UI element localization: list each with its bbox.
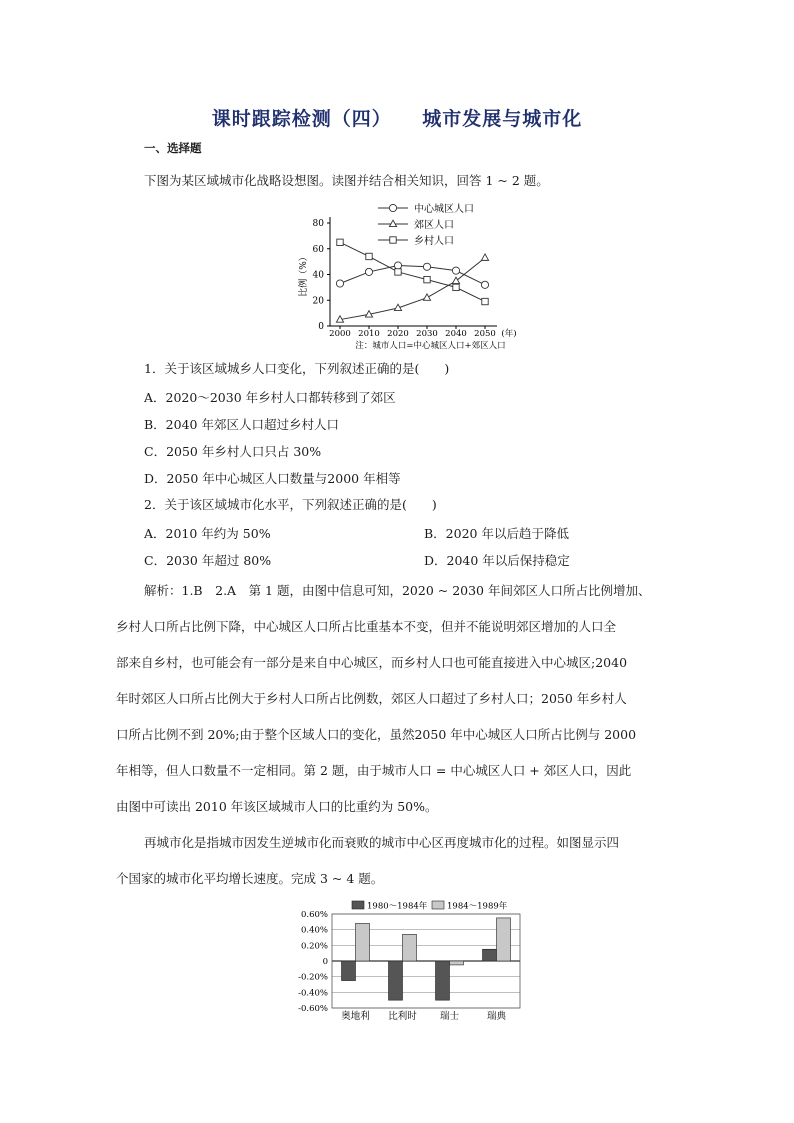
- chart-note: 注：城市人口=中心城区人口+郊区人口: [355, 341, 506, 351]
- explanation-line: 年时郊区人口所占比例大于乡村人口所占比例数，郊区人口超过了乡村人口；2050 年乡村人: [116, 691, 627, 706]
- x-category-label: 比利时: [388, 1011, 417, 1022]
- x-tick-label: 2020: [387, 329, 409, 339]
- intro-text-2: 个国家的城市化平均增长速度。完成 3 ~ 4 题。: [116, 871, 384, 886]
- x-tick-label: 2050: [474, 329, 496, 339]
- q1-option-a: A．2020～2030 年乡村人口都转移到了郊区: [144, 390, 396, 405]
- y-tick-label: -0.40%: [298, 988, 328, 999]
- page-title: 课时跟踪检测（四） 城市发展与城市化: [211, 108, 583, 130]
- section-heading: 一、选择题: [144, 141, 202, 155]
- y-tick-label: -0.60%: [298, 1004, 328, 1014]
- intro-text-1: 下图为某区域城市化战略设想图。读图并结合相关知识，回答 1 ~ 2 题。: [144, 173, 549, 188]
- q1-option-b: B．2040 年郊区人口超过乡村人口: [144, 417, 339, 432]
- y-tick-label: 80: [312, 219, 324, 229]
- y-tick-label: 60: [312, 244, 324, 255]
- data-point: [365, 268, 372, 275]
- data-point: [423, 294, 430, 300]
- line-chart: [290, 198, 530, 354]
- bar: [483, 949, 497, 961]
- y-tick-label: 20: [312, 296, 324, 307]
- bar: [389, 961, 403, 1000]
- legend-marker: [389, 204, 396, 211]
- y-tick-label: -0.20%: [298, 972, 328, 983]
- x-tick-label: 2030: [416, 329, 438, 339]
- q2-option-a: A．2010 年约为 50%: [144, 526, 271, 541]
- y-tick-label: 40: [312, 270, 324, 281]
- data-point: [481, 281, 488, 288]
- explanation-line: 年相等，但人口数量不一定相同。第 2 题，由于城市人口 = 中心城区人口 + 郊区人口，因此: [116, 763, 632, 778]
- y-tick-label: 0: [322, 957, 328, 967]
- data-point: [366, 253, 372, 259]
- bar: [403, 934, 417, 961]
- data-point: [481, 254, 488, 260]
- bar: [497, 918, 511, 961]
- data-point: [453, 284, 459, 290]
- q2-option-c: C．2030 年超过 80%: [144, 553, 272, 568]
- legend-label: 1980～1984年: [367, 901, 428, 912]
- bar: [342, 961, 356, 981]
- data-point: [395, 269, 401, 275]
- data-point: [452, 277, 459, 283]
- explanation-line: 解析：1.B 2.A 第 1 题，由图中信息可知，2020 ~ 2030 年间郊区人口所占比例增加、: [144, 583, 651, 598]
- series-line: [340, 242, 485, 301]
- legend-marker: [389, 220, 396, 226]
- q2-option-b: B．2020 年以后趋于降低: [424, 526, 569, 541]
- y-tick-label: 0.40%: [300, 925, 328, 936]
- q1-option-d: D．2050 年中心城区人口数量与2000 年相等: [144, 471, 401, 486]
- y-tick-label: 0.60%: [300, 910, 328, 920]
- x-tick-label: 2010: [358, 329, 380, 339]
- x-tick-label: 2040: [445, 329, 467, 339]
- explanation-line: 由图中可读出 2010 年该区域城市人口的比重约为 50%。: [116, 799, 438, 814]
- data-point: [452, 267, 459, 274]
- data-point: [482, 298, 488, 304]
- q1-stem: 1．关于该区域城乡人口变化，下列叙述正确的是( ): [144, 361, 450, 376]
- data-point: [423, 263, 430, 270]
- bar-chart: [290, 898, 530, 1023]
- y-tick-label: 0: [318, 322, 324, 332]
- q2-option-d: D．2040 年以后保持稳定: [424, 553, 570, 568]
- series-line: [340, 258, 485, 320]
- data-point: [336, 280, 343, 287]
- q1-option-c: C．2050 年乡村人口只占 30%: [144, 444, 322, 459]
- legend-label: 乡村人口: [414, 236, 454, 247]
- y-axis-title: 比例（%）: [299, 252, 309, 297]
- legend-swatch: [352, 901, 364, 909]
- legend-label: 中心城区人口: [414, 204, 474, 215]
- intro-text-2: 再城市化是指城市因发生逆城市化而衰败的城市中心区再度城市化的过程。如图显示四: [144, 835, 620, 850]
- data-point: [394, 262, 401, 269]
- x-category-label: 瑞士: [439, 1011, 460, 1022]
- x-category-label: 瑞典: [486, 1011, 507, 1022]
- explanation-line: 乡村人口所占比例下降，中心城区人口所占比重基本不变，但并不能说明郊区增加的人口全: [116, 619, 617, 634]
- legend-swatch: [432, 901, 444, 909]
- q2-stem: 2．关于该区域城市化水平，下列叙述正确的是( ): [144, 497, 437, 512]
- bar: [450, 961, 464, 965]
- x-unit-label: (年): [501, 329, 517, 339]
- bar: [356, 923, 370, 961]
- y-tick-label: 0.20%: [300, 941, 328, 952]
- x-category-label: 奥地利: [341, 1011, 370, 1022]
- data-point: [424, 276, 430, 282]
- legend-marker: [390, 237, 396, 243]
- legend-label: 1984～1989年: [447, 901, 508, 912]
- bar: [436, 961, 450, 1000]
- legend-label: 郊区人口: [414, 220, 454, 231]
- data-point: [337, 239, 343, 245]
- explanation-line: 口所占比例不到 20%;由于整个区域人口的变化，虽然2050 年中心城区人口所占比例与 2000: [116, 727, 637, 742]
- x-tick-label: 2000: [329, 329, 351, 339]
- explanation-line: 部来自乡村，也可能会有一部分是来自中心城区，而乡村人口也可能直接进入中心城区;2040: [116, 655, 628, 670]
